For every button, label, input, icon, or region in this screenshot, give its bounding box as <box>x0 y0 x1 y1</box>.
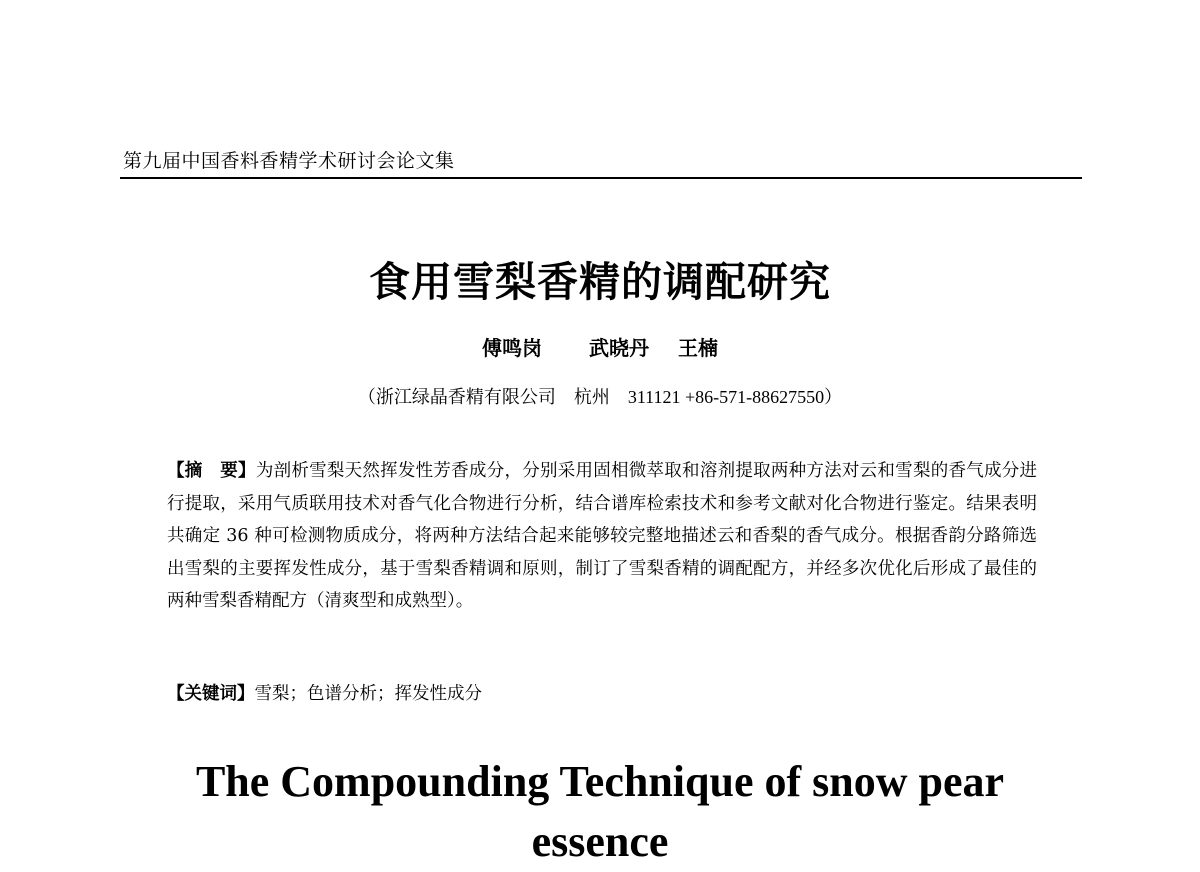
abstract-text: 为剖析雪梨天然挥发性芳香成分，分别采用固相微萃取和溶剂提取两种方法对云和雪梨的香气成分进行提取，采用气质联用技术对香气化合物进行分析，结合谱库检索技术和参考文献对化合物进行鉴定。结果表明共确定 36 种可检测物质成分，将两种方法结合起来能够较完整地描述云和香梨的香气成分。根据香韵分路筛选出雪梨的主要挥发性成分，基于雪梨香精调和原则，制订了雪梨香精的调配配方，并经多次优化后形成了最佳的两种雪梨香精配方（清爽型和成熟型）。 <box>167 461 1038 611</box>
author-name: 王楠 <box>677 336 718 360</box>
keywords-label: 【关键词】 <box>167 684 255 704</box>
affiliation: （浙江绿晶香精有限公司 杭州 311121 +86-571-88627550） <box>357 387 843 407</box>
keywords <box>167 680 1037 708</box>
english-title: The Compounding Technique of snow pear essence <box>195 757 1005 866</box>
author-name: 武晓丹 <box>589 336 649 360</box>
abstract-label: 【摘 要】 <box>167 461 256 481</box>
header-rule <box>120 177 1082 179</box>
author-list <box>0 334 1200 362</box>
keywords-text: 雪梨；色谱分析；挥发性成分 <box>254 684 482 704</box>
abstract <box>167 455 1037 618</box>
running-header: 第九届中国香料香精学术研讨会论文集 <box>123 150 455 172</box>
author-name: 傅鸣岗 <box>482 336 543 360</box>
paper-title: 食用雪梨香精的调配研究 <box>369 258 831 306</box>
